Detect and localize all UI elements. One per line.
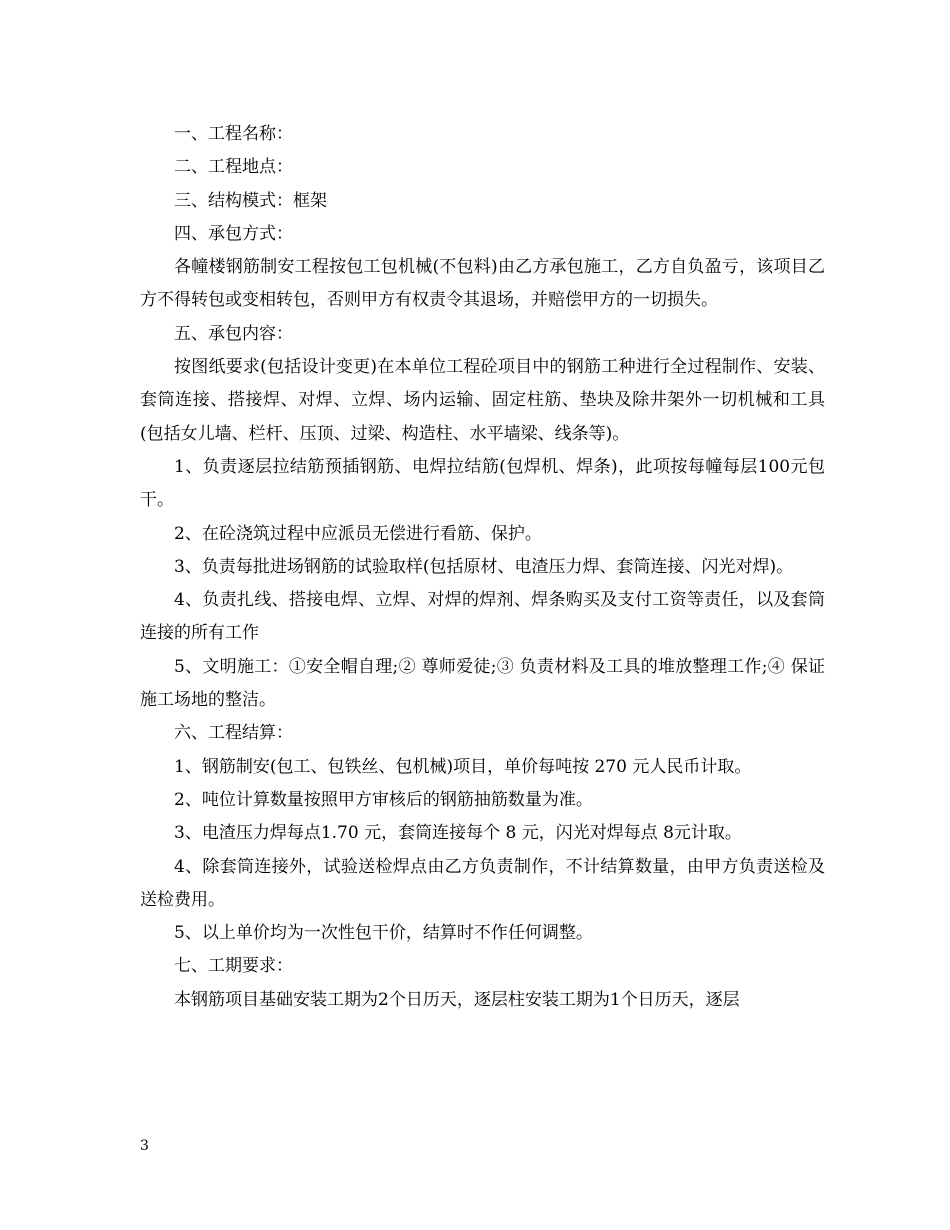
section-heading-settlement: 六、工程结算： bbox=[174, 723, 293, 744]
list-item-content-4: 4、负责扎线、搭接电焊、立焊、对焊的焊剂、焊条购买及支付工资等责任，以及套筒连接的所有工作 bbox=[140, 590, 825, 644]
section-heading-project-location: 二、工程地点： bbox=[174, 157, 293, 178]
section-heading-project-name: 一、工程名称： bbox=[174, 124, 293, 144]
list-item-settlement-5: 5、以上单价均为一次性包干价，结算时不作任何调整。 bbox=[174, 923, 593, 944]
section-heading-structure-mode: 三、结构模式：框架 bbox=[174, 190, 327, 211]
list-item-settlement-1: 1、钢筋制安(包工、包铁丝、包机械)项目，单价每吨按 270 元人民币计取。 bbox=[174, 756, 752, 777]
section-heading-contract-content: 五、承包内容： bbox=[174, 323, 293, 344]
list-item-settlement-4: 4、除套筒连接外，试验送检焊点由乙方负责制作，不计结算数量，由甲方负责送检及送检费用。 bbox=[140, 856, 825, 910]
paragraph-contract-content: 按图纸要求(包括设计变更)在本单位工程砼项目中的钢筋工种进行全过程制作、安装、套筒连接、搭接焊、对焊、立焊、场内运输、固定柱筋、垫块及除井架外一切机械和工具(包括女儿墙、栏杆、压顶、过梁、构造柱、水平墙梁、线条等)。 bbox=[140, 357, 825, 444]
list-item-settlement-3: 3、电渣压力焊每点1.70 元，套筒连接每个 8 元，闪光对焊每点 8元计取。 bbox=[174, 823, 742, 844]
section-heading-schedule: 七、工期要求： bbox=[174, 956, 293, 977]
paragraph-schedule: 本钢筋项目基础安装工期为2个日历天，逐层柱安装工期为1个日历天，逐层 bbox=[174, 989, 740, 1010]
list-item-settlement-2: 2、吨位计算数量按照甲方审核后的钢筋抽筋数量为准。 bbox=[174, 789, 593, 810]
document-body bbox=[140, 118, 825, 1017]
paragraph-contract-method: 各幢楼钢筋制安工程按包工包机械(不包料)由乙方承包施工，乙方自负盈亏，该项目乙方不得转包或变相转包，否则甲方有权责令其退场，并赔偿甲方的一切损失。 bbox=[140, 257, 825, 311]
list-item-content-5: 5、文明施工：①安全帽自理;② 尊师爱徒;③ 负责材料及工具的堆放整理工作;④ 保证施工场地的整洁。 bbox=[140, 656, 825, 711]
section-heading-contract-method: 四、承包方式： bbox=[174, 223, 293, 244]
page-number: 3 bbox=[140, 1138, 149, 1154]
list-item-content-3: 3、负责每批进场钢筋的试验取样(包括原材、电渣压力焊、套筒连接、闪光对焊)。 bbox=[174, 556, 794, 577]
list-item-content-1: 1、负责逐层拉结筋预插钢筋、电焊拉结筋(包焊机、焊条)，此项按每幢每层100元包干。 bbox=[140, 456, 825, 511]
list-item-content-2: 2、在砼浇筑过程中应派员无偿进行看筋、保护。 bbox=[174, 523, 542, 544]
